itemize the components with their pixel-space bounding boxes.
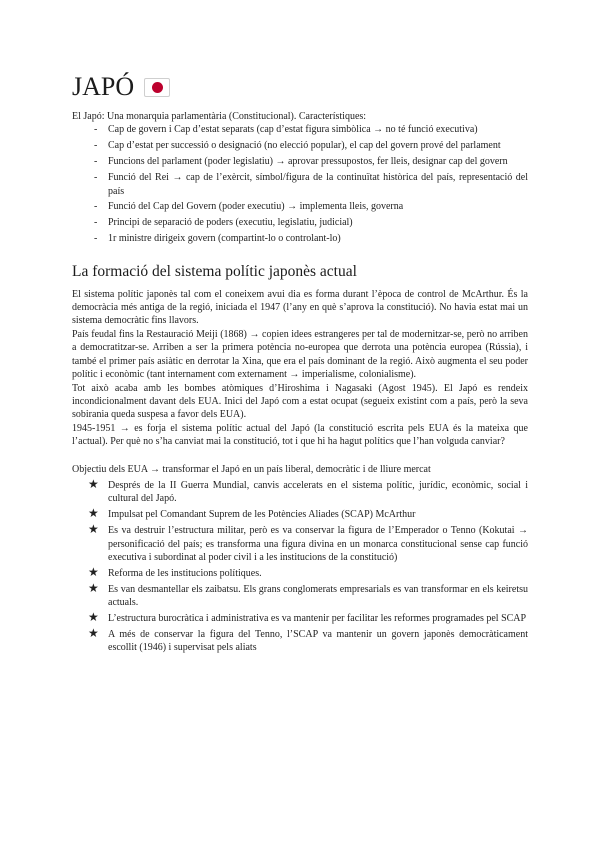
intro-text: El Japó: Una monarquia parlamentària (Constitucional). Característiques: (72, 111, 367, 122)
dash-bullet: - (94, 124, 98, 136)
dash-bullet: - (94, 140, 98, 152)
list-item: ★ L’estructura burocràtica i administrativa es va mantenir per facilitar les reformes programades pel SCAP (88, 610, 527, 625)
paragraph: País feudal fins la Restauració Meiji (1868) → copien idees estrangeres per tal de modernitzar-se, però no arriben a democratitzar-se. Arriben a ser la primera potència no-europea que derrota una potència europea (Rússia), i també el primer país asiàtic en derrotar la Xina, que era el país dominant de la regió. Això augmenta el seu poder polític i econòmic (tant internament com externament → imperialisme, colonialisme). (72, 328, 528, 381)
list-item: - 1r ministre dirigeix govern (compartint-lo o controlant-lo) (94, 233, 341, 245)
list-item: ★ Impulsat pel Comandant Suprem de les Potències Aliades (SCAP) McArthur (88, 506, 416, 521)
dash-bullet: - (94, 156, 98, 168)
list-item: - Funcions del parlament (poder legislatiu) → aprovar pressupostos, fer lleis, designar cap del govern (94, 156, 508, 168)
page-title-text: JAPÓ (72, 72, 135, 101)
dash-bullet: - (94, 201, 98, 213)
star-icon: ★ (88, 580, 99, 595)
star-icon: ★ (88, 564, 99, 579)
list-item: - Funció del Cap del Govern (poder executiu) → implementa lleis, governa (94, 201, 404, 213)
list-item: - Principi de separació de poders (executiu, legislatiu, judicial) (94, 217, 353, 229)
page-title (72, 70, 528, 104)
paragraph: Tot això acaba amb les bombes atòmiques d’Hiroshima i Nagasaki (Agost 1945). El Japó es rendeix incondicionalment davant dels EUA. Inici del Japó com a estat ocupat (segueix existint com a país, però la seva sobirania queda suspesa a favor dels EUA). (72, 382, 528, 421)
objective-text: Objectiu dels EUA → transformar el Japó en un país liberal, democràtic i de lliure mercat (72, 463, 431, 475)
list-item: ★ A més de conservar la figura del Tenno, l’SCAP va mantenir un govern japonès democràticament escollit (1946) i supervisat pels aliats (88, 626, 528, 654)
list-item: ★ Reforma de les institucions polítiques. (88, 564, 262, 579)
list-item: - Cap d’estat per successió o designació (no elecció popular), el cap del govern prové del parlament (94, 140, 501, 152)
japan-flag-icon (144, 78, 170, 97)
list-item: ★ Es va destruir l’estructura militar, però es va conservar la figura de l’Emperador o Tenno (Kokutai → personificació del país; es transforma una figura divina en un monarca constitucional sense cap funció executiva i subordinat al poder civil i a les institucions de la constitució) (88, 522, 528, 563)
star-icon: ★ (88, 610, 99, 625)
dash-bullet: - (94, 217, 98, 229)
star-list (72, 476, 528, 655)
characteristics-list (72, 123, 528, 245)
star-icon: ★ (88, 522, 99, 537)
dash-bullet: - (94, 233, 98, 245)
paragraph: 1945-1951 → es forja el sistema polític actual del Japó (la constitució escrita pels EUA és la mateixa que l’actual). Per què no s’ha canviat mai la constitució, tot i que hi ha hagut polítics que l’han volguda canviar? (72, 422, 528, 448)
paragraph: El sistema polític japonès tal com el coneixem avui dia es forma durant l’època de control de McArthur. És la democràcia més antiga de la regió, iniciada el 1947 (l’any en què s’aprova la constitució). No havia estat mai un sistema democràtic fins llavors. (72, 288, 528, 327)
star-icon: ★ (88, 506, 99, 521)
section-heading: La formació del sistema polític japonès actual (72, 262, 357, 280)
star-icon: ★ (88, 626, 99, 640)
document-content (72, 70, 528, 657)
list-item: ★ Després de la II Guerra Mundial, canvis accelerats en el sistema polític, jurídic, econòmic, social i cultural del Japó. (88, 476, 528, 505)
list-item: ★ Es van desmantellar els zaibatsu. Els grans conglomerats empresarials es van transformar en els keiretsu actuals. (88, 580, 528, 609)
dash-bullet: - (94, 172, 98, 184)
star-icon: ★ (88, 476, 99, 491)
list-item: - Funció del Rei → cap de l’exèrcit, símbol/figura de la continuïtat històrica del país, representació del país (94, 172, 528, 197)
list-item: - Cap de govern i Cap d’estat separats (cap d’estat figura simbòlica → no té funció executiva) (94, 124, 478, 136)
